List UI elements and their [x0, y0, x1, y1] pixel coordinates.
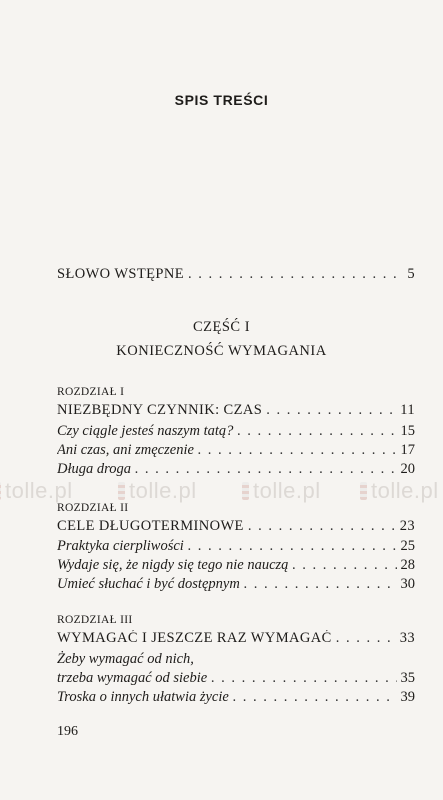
- toc-entry-title: trzeba wymagać od siebie: [57, 670, 208, 686]
- dot-leader: [237, 423, 396, 440]
- toc-entry-title: Ani czas, ani zmęczenie: [57, 442, 194, 458]
- dot-leader: [233, 689, 397, 706]
- toc-entry-foreword: [57, 266, 415, 283]
- toc-entry-title: Troska o innych ułatwia życie: [57, 689, 229, 705]
- toc-entry-page: 35: [400, 670, 415, 686]
- toc-entry-title: Czy ciągle jesteś naszym tatą?: [57, 423, 234, 439]
- page-number: 196: [57, 724, 78, 739]
- toc-chapter-entry: [57, 630, 415, 647]
- toc-subentry: [57, 423, 415, 440]
- toc-entry-page: 28: [400, 557, 415, 573]
- toc-entry-page: 11: [400, 402, 415, 418]
- toc-chapter-entry: [57, 402, 415, 419]
- toc-subentry: [57, 576, 415, 593]
- watermark: [242, 478, 321, 504]
- part-title: KONIECZNOŚĆ WYMAGANIA: [116, 343, 327, 359]
- toc-entry-page: 30: [400, 576, 415, 592]
- toc-entry-page: 39: [400, 689, 415, 705]
- toc-entry-title: Długa droga: [57, 461, 131, 477]
- watermark: [118, 478, 197, 504]
- toc-entry-page: 15: [400, 423, 415, 439]
- part-label: CZĘŚĆ I: [192, 319, 251, 335]
- watermark-text: tolle.pl: [371, 478, 439, 503]
- toc-entry-page: 5: [407, 266, 415, 282]
- toc-subentry: [57, 689, 415, 706]
- watermark-icon: [0, 482, 1, 500]
- toc-entry-title: NIEZBĘDNY CZYNNIK: CZAS: [57, 402, 263, 418]
- watermark-icon: [242, 482, 249, 500]
- chapter-label: ROZDZIAŁ I: [57, 386, 125, 398]
- dot-leader: [198, 442, 397, 459]
- toc-entry-title: Umieć słuchać i być dostępnym: [57, 576, 240, 592]
- toc-entry-title: Wydaje się, że nigdy się tego nie nauczą: [57, 557, 289, 573]
- dot-leader: [292, 557, 396, 574]
- toc-subentry: [57, 442, 415, 459]
- chapter-label: ROZDZIAŁ III: [57, 614, 133, 626]
- dot-leader: [188, 266, 403, 283]
- watermark-text: tolle.pl: [129, 478, 197, 503]
- dot-leader: [211, 670, 396, 687]
- dot-leader: [266, 402, 396, 419]
- watermark: [0, 478, 73, 504]
- watermark: [360, 478, 439, 504]
- watermark-icon: [360, 482, 367, 500]
- toc-entry-page: 23: [399, 518, 415, 534]
- dot-leader: [135, 461, 397, 478]
- toc-subentry: [57, 670, 415, 687]
- toc-chapter-entry: [57, 518, 415, 535]
- toc-subentry: [57, 538, 415, 555]
- toc-entry-page: 17: [400, 442, 415, 458]
- toc-subentry: [57, 461, 415, 478]
- toc-entry-title: CELE DŁUGOTERMINOWE: [57, 518, 244, 534]
- dot-leader: [244, 576, 397, 593]
- watermark-icon: [118, 482, 125, 500]
- watermark-text: tolle.pl: [5, 478, 73, 503]
- dot-leader: [248, 518, 396, 535]
- toc-subentry-line: Żeby wymagać od nich,: [57, 651, 194, 667]
- chapter-label: ROZDZIAŁ II: [57, 502, 129, 514]
- toc-entry-page: 33: [399, 630, 415, 646]
- dot-leader: [188, 538, 397, 555]
- toc-subentry: [57, 557, 415, 574]
- page-title: SPIS TREŚCI: [174, 92, 269, 108]
- toc-entry-title: SŁOWO WSTĘPNE: [57, 266, 184, 282]
- toc-entry-title: WYMAGAĆ I JESZCZE RAZ WYMAGAĆ: [57, 630, 332, 646]
- dot-leader: [336, 630, 396, 647]
- toc-entry-page: 25: [400, 538, 415, 554]
- toc-entry-title: Praktyka cierpliwości: [57, 538, 184, 554]
- watermark-text: tolle.pl: [253, 478, 321, 503]
- toc-entry-page: 20: [400, 461, 415, 477]
